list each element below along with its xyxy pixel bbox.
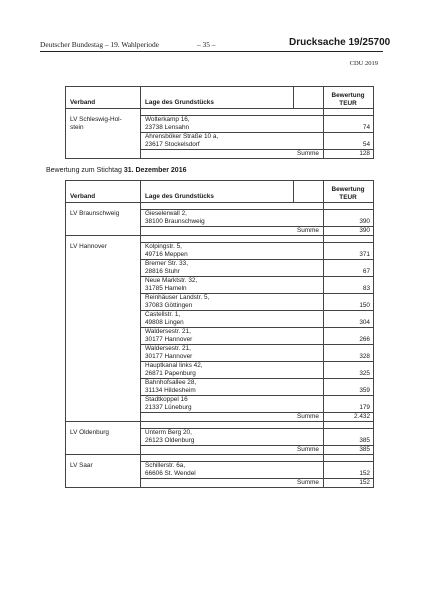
value-text: 152 [359, 470, 370, 477]
col-header-bewertung [324, 87, 374, 109]
table-row [66, 116, 374, 133]
col-header-blank [294, 87, 324, 109]
sum-value: 390 [324, 227, 374, 236]
spacer-cell [324, 455, 374, 462]
spacer-cell [66, 203, 141, 210]
spacer-cell [66, 109, 141, 116]
value-spacer [326, 345, 370, 353]
col-header-lage: Lage des Grundstücks [141, 87, 294, 109]
table-row [66, 210, 374, 227]
sum-value: 2.432 [324, 413, 374, 422]
spacer-cell [141, 236, 324, 243]
lage-cell [141, 429, 324, 446]
lage-cell [141, 328, 324, 345]
street-text: Hauptkanal links 42, [145, 362, 203, 369]
value-cell [324, 243, 374, 260]
city-text: 31785 Hameln [145, 285, 187, 292]
value-cell [324, 277, 374, 294]
doc-prefix: Drucksache 19/ [289, 37, 363, 48]
spacer-cell [324, 109, 374, 116]
sum-value: 128 [324, 150, 374, 159]
running-header-title: Deutscher Bundestag – 19. Wahlperiode [40, 40, 159, 49]
page-number: – 35 – [197, 40, 216, 49]
street-text: Schillerstr. 6a, [145, 462, 186, 469]
city-text: 37083 Göttingen [145, 302, 193, 309]
value-cell [324, 345, 374, 362]
street-text: Wolterkamp 16, [145, 116, 190, 123]
value-spacer [326, 429, 370, 437]
lage-cell [141, 260, 324, 277]
value-text: 74 [362, 124, 370, 131]
col-header-lage: Lage des Grundstücks [141, 181, 294, 203]
street-text: Ahrensböker Straße 10 a, [145, 133, 219, 140]
spacer-cell [324, 203, 374, 210]
value-text: 371 [359, 251, 370, 258]
street-text: Bahnhofsallee 28, [145, 379, 197, 386]
city-text: 49808 Lingen [145, 319, 184, 326]
street-text: Neue Marktstr. 32, [145, 277, 198, 284]
verband-name: LV Oldenburg [70, 428, 109, 436]
value-spacer [326, 277, 370, 285]
verband-cell [66, 210, 141, 236]
value-cell [324, 311, 374, 328]
value-cell [324, 116, 374, 133]
verband-name: LV Schleswig-Hol- [70, 115, 122, 123]
spacer-cell [66, 236, 141, 243]
value-spacer [326, 116, 370, 124]
city-text: 23738 Lensahn [145, 124, 190, 131]
header-row [66, 87, 374, 109]
spacer-row [66, 455, 374, 462]
value-text: 179 [359, 404, 370, 411]
value-text: 325 [359, 370, 370, 377]
value-cell [324, 260, 374, 277]
caption-date: 31. Dezember 2016 [123, 167, 187, 174]
col-header-bewertung-1: Bewertung [331, 92, 365, 99]
sum-value: 385 [324, 446, 374, 455]
value-spacer [326, 379, 370, 387]
street-text: Stadtkoppel 16 [145, 396, 188, 403]
sum-label: Summe [141, 413, 324, 422]
lage-cell [141, 311, 324, 328]
street-text: Castellstr. 1, [145, 311, 181, 318]
spacer-row [66, 422, 374, 429]
city-text: 30177 Hannover [145, 336, 193, 343]
value-text: 83 [362, 285, 370, 292]
lage-cell [141, 294, 324, 311]
value-text: 328 [359, 353, 370, 360]
spacer-row [66, 109, 374, 116]
value-cell [324, 396, 374, 413]
doc-number: 25700 [362, 37, 391, 48]
sum-value: 152 [324, 479, 374, 488]
spacer-cell [66, 455, 141, 462]
lage-cell [141, 462, 324, 479]
verband-name: LV Hannover [70, 242, 107, 250]
spacer-row [66, 236, 374, 243]
value-text: 304 [359, 319, 370, 326]
value-spacer [326, 362, 370, 370]
street-text: Reinhäuser Landstr. 5, [145, 294, 210, 301]
spacer-cell [324, 422, 374, 429]
city-text: 31134 Hildesheim [145, 387, 196, 394]
verband-name: LV Braunschweig [70, 209, 120, 217]
value-cell [324, 294, 374, 311]
spacer-cell [141, 422, 324, 429]
spacer-row [66, 203, 374, 210]
value-cell [324, 429, 374, 446]
city-text: 23617 Stockelsdorf [145, 141, 200, 148]
spacer-cell [141, 203, 324, 210]
city-text: 49716 Meppen [145, 251, 188, 258]
col-header-blank [294, 181, 324, 203]
sum-label: Summe [141, 479, 324, 488]
value-spacer [326, 260, 370, 268]
value-spacer [326, 133, 370, 141]
lage-cell [141, 243, 324, 260]
value-spacer [326, 294, 370, 302]
verband-cell [66, 116, 141, 159]
col-header-bewertung-2: TEUR [339, 99, 357, 107]
city-text: 30177 Hannover [145, 353, 193, 360]
spacer-cell [324, 236, 374, 243]
col-header-verband: Verband [66, 181, 141, 203]
header-rule [40, 51, 383, 52]
table-row [66, 243, 374, 260]
property-table-1 [65, 86, 374, 159]
street-text: Bremer Str. 33, [145, 260, 188, 267]
value-text: 54 [362, 141, 370, 148]
value-cell [324, 379, 374, 396]
city-text: 26123 Oldenburg [145, 437, 195, 444]
value-text: 266 [359, 336, 370, 343]
lage-cell [141, 116, 324, 133]
street-text: Waldersestr. 21, [145, 345, 191, 352]
value-spacer [326, 243, 370, 251]
value-text: 67 [362, 268, 370, 275]
lage-cell [141, 362, 324, 379]
street-text: Waldersestr. 21, [145, 328, 191, 335]
value-text: 385 [359, 437, 370, 444]
sum-label: Summe [141, 227, 324, 236]
lage-cell [141, 133, 324, 150]
header-row [66, 181, 374, 203]
street-text: Unterm Berg 20, [145, 429, 192, 436]
verband-cell [66, 462, 141, 488]
lage-cell [141, 345, 324, 362]
value-cell [324, 362, 374, 379]
city-text: 66606 St. Wendel [145, 470, 196, 477]
col-header-bewertung [324, 181, 374, 203]
lage-cell [141, 277, 324, 294]
verband-cell [66, 429, 141, 455]
street-text: Kolpingstr. 5, [145, 243, 182, 250]
caption-prefix: Bewertung zum Stichtag [46, 167, 124, 174]
lage-cell [141, 379, 324, 396]
value-spacer [326, 210, 370, 218]
party-tag: CDU 2019 [349, 60, 378, 67]
city-text: 28816 Stuhr [145, 268, 180, 275]
value-spacer [326, 396, 370, 404]
value-text: 390 [359, 218, 370, 225]
value-spacer [326, 462, 370, 470]
spacer-cell [141, 109, 324, 116]
verband-name: stein [70, 123, 84, 131]
city-text: 38100 Braunschweig [145, 218, 205, 225]
verband-name: LV Saar [70, 461, 93, 469]
lage-cell [141, 210, 324, 227]
street-text: Gieselerwall 2, [145, 210, 187, 217]
verband-cell [66, 243, 141, 422]
sum-label: Summe [141, 446, 324, 455]
value-spacer [326, 311, 370, 319]
col-header-bewertung-1: Bewertung [331, 186, 365, 193]
table-caption [46, 167, 186, 174]
col-header-bewertung-2: TEUR [339, 193, 357, 201]
property-table-2 [65, 180, 374, 488]
spacer-cell [141, 455, 324, 462]
spacer-cell [66, 422, 141, 429]
lage-cell [141, 396, 324, 413]
document-number [289, 37, 390, 48]
value-cell [324, 133, 374, 150]
col-header-verband: Verband [66, 87, 141, 109]
value-cell [324, 462, 374, 479]
value-cell [324, 328, 374, 345]
value-text: 150 [359, 302, 370, 309]
value-cell [324, 210, 374, 227]
table-row [66, 462, 374, 479]
value-spacer [326, 328, 370, 336]
city-text: 26871 Papenburg [145, 370, 196, 377]
value-text: 359 [359, 387, 370, 394]
city-text: 21337 Lüneburg [145, 404, 192, 411]
table-row [66, 429, 374, 446]
sum-label: Summe [141, 150, 324, 159]
